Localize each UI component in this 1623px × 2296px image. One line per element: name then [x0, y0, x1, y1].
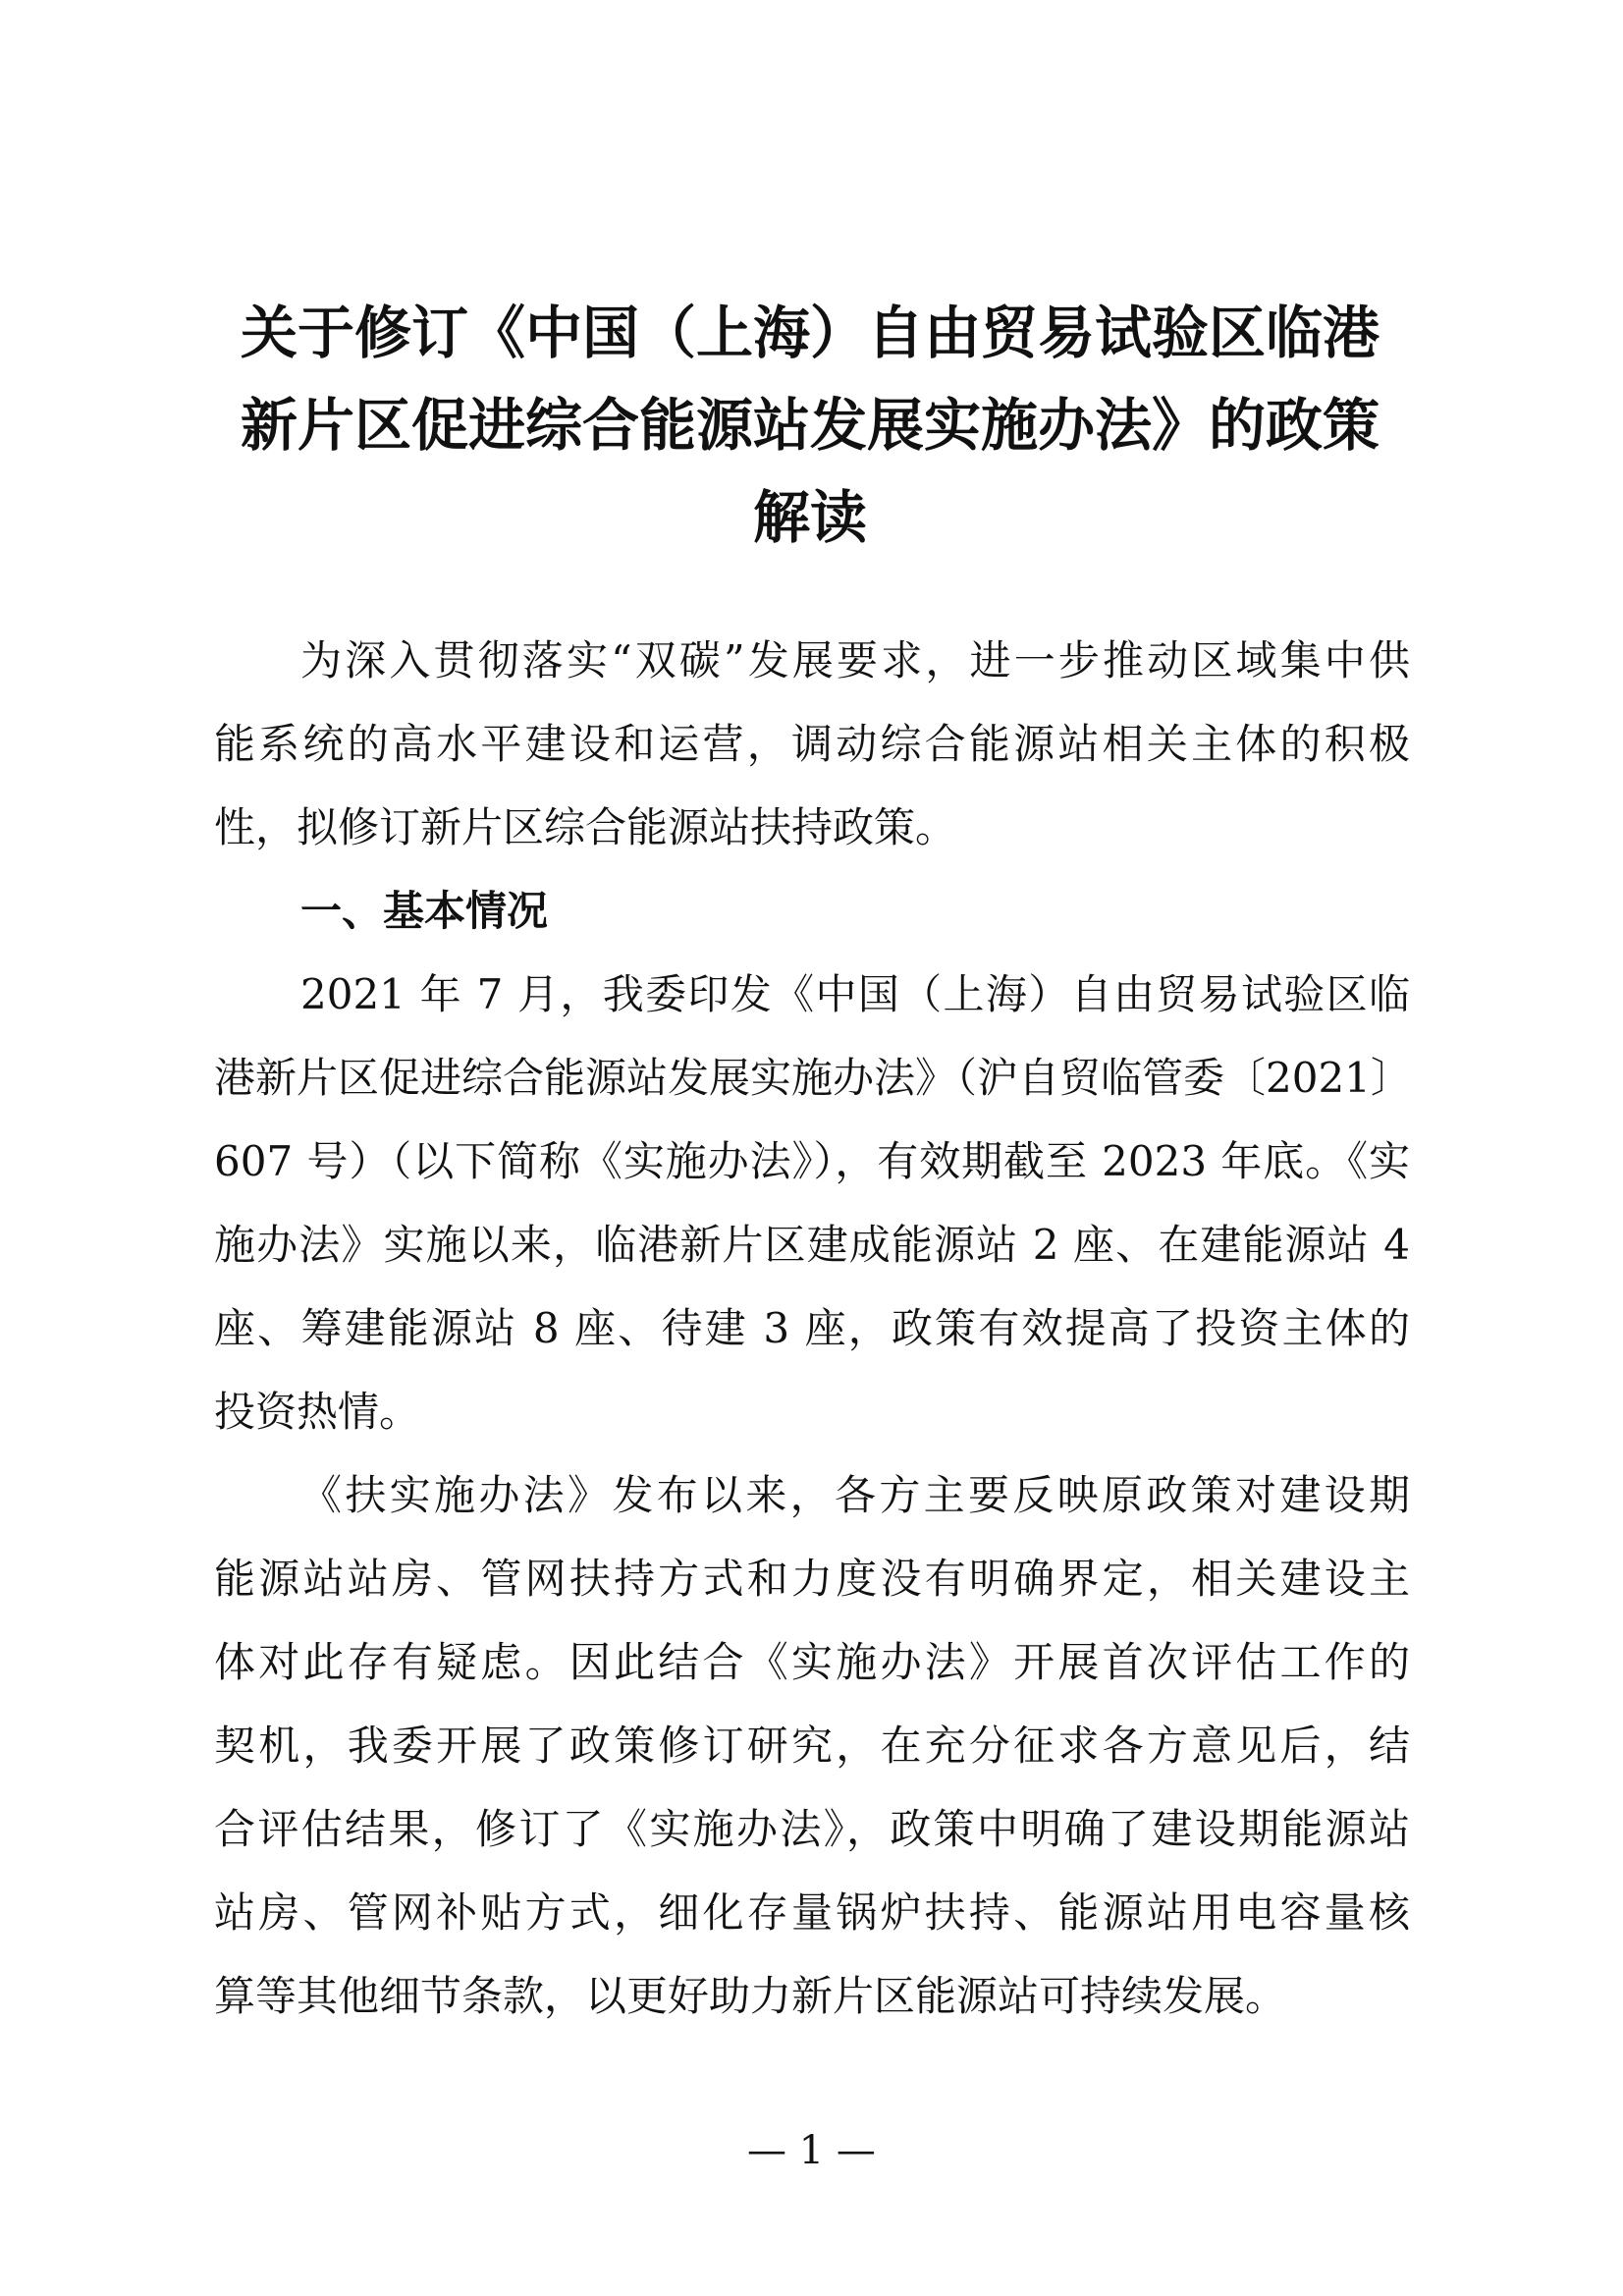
text-line: 投资热情。: [214, 1388, 421, 1436]
text-line: 能系统的高水平建设和运营，调动综合能源站相关主体的积极: [214, 720, 1410, 768]
text-line: 契机，我委开展了政策修订研究，在充分征求各方意见后，结: [214, 1722, 1410, 1770]
title-line: 解读: [752, 484, 867, 551]
text-line: 体对此存有疑虑。因此结合《实施办法》开展首次评估工作的: [214, 1638, 1410, 1686]
text-line: 能源站站房、管网扶持方式和力度没有明确界定，相关建设主: [214, 1555, 1410, 1603]
document-body: [214, 619, 1410, 2038]
title-line: 关于修订《中国（上海）自由贸易试验区临港: [240, 300, 1380, 366]
document-title: [196, 287, 1424, 564]
text-line: 座、筹建能源站 8 座、待建 3 座，政策有效提高了投资主体的: [214, 1304, 1410, 1352]
page-number: — 1 —: [747, 2128, 876, 2173]
section1-paragraph-1: [214, 953, 1410, 1453]
title-line: 新片区促进综合能源站发展实施办法》的政策: [240, 392, 1380, 459]
text-line: 施办法》实施以来，临港新片区建成能源站 2 座、在建能源站 4: [214, 1221, 1410, 1269]
intro-paragraph: [214, 619, 1410, 869]
text-line: 为深入贯彻落实“双碳”发展要求，进一步推动区域集中供: [300, 636, 1410, 684]
text-line: 性，拟修订新片区综合能源站扶持政策。: [214, 803, 957, 851]
text-line: 合评估结果，修订了《实施办法》，政策中明确了建设期能源站: [214, 1805, 1410, 1853]
text-line: 607 号）（以下简称《实施办法》），有效期截至 2023 年底。《实: [214, 1137, 1410, 1185]
section1-paragraph-2: [214, 1453, 1410, 2038]
text-line: 港新片区促进综合能源站发展实施办法》（沪自贸临管委〔2021〕: [214, 1054, 1412, 1102]
section-heading: 一、基本情况: [300, 887, 549, 935]
text-line: 站房、管网补贴方式，细化存量锅炉扶持、能源站用电容量核: [214, 1888, 1410, 1937]
text-line: 《扶实施办法》发布以来，各方主要反映原政策对建设期: [300, 1471, 1410, 1519]
text-line: 2021 年 7 月，我委印发《中国（上海）自由贸易试验区临: [300, 970, 1410, 1018]
text-line: 算等其他细节条款，以更好助力新片区能源站可持续发展。: [214, 1972, 1287, 2020]
